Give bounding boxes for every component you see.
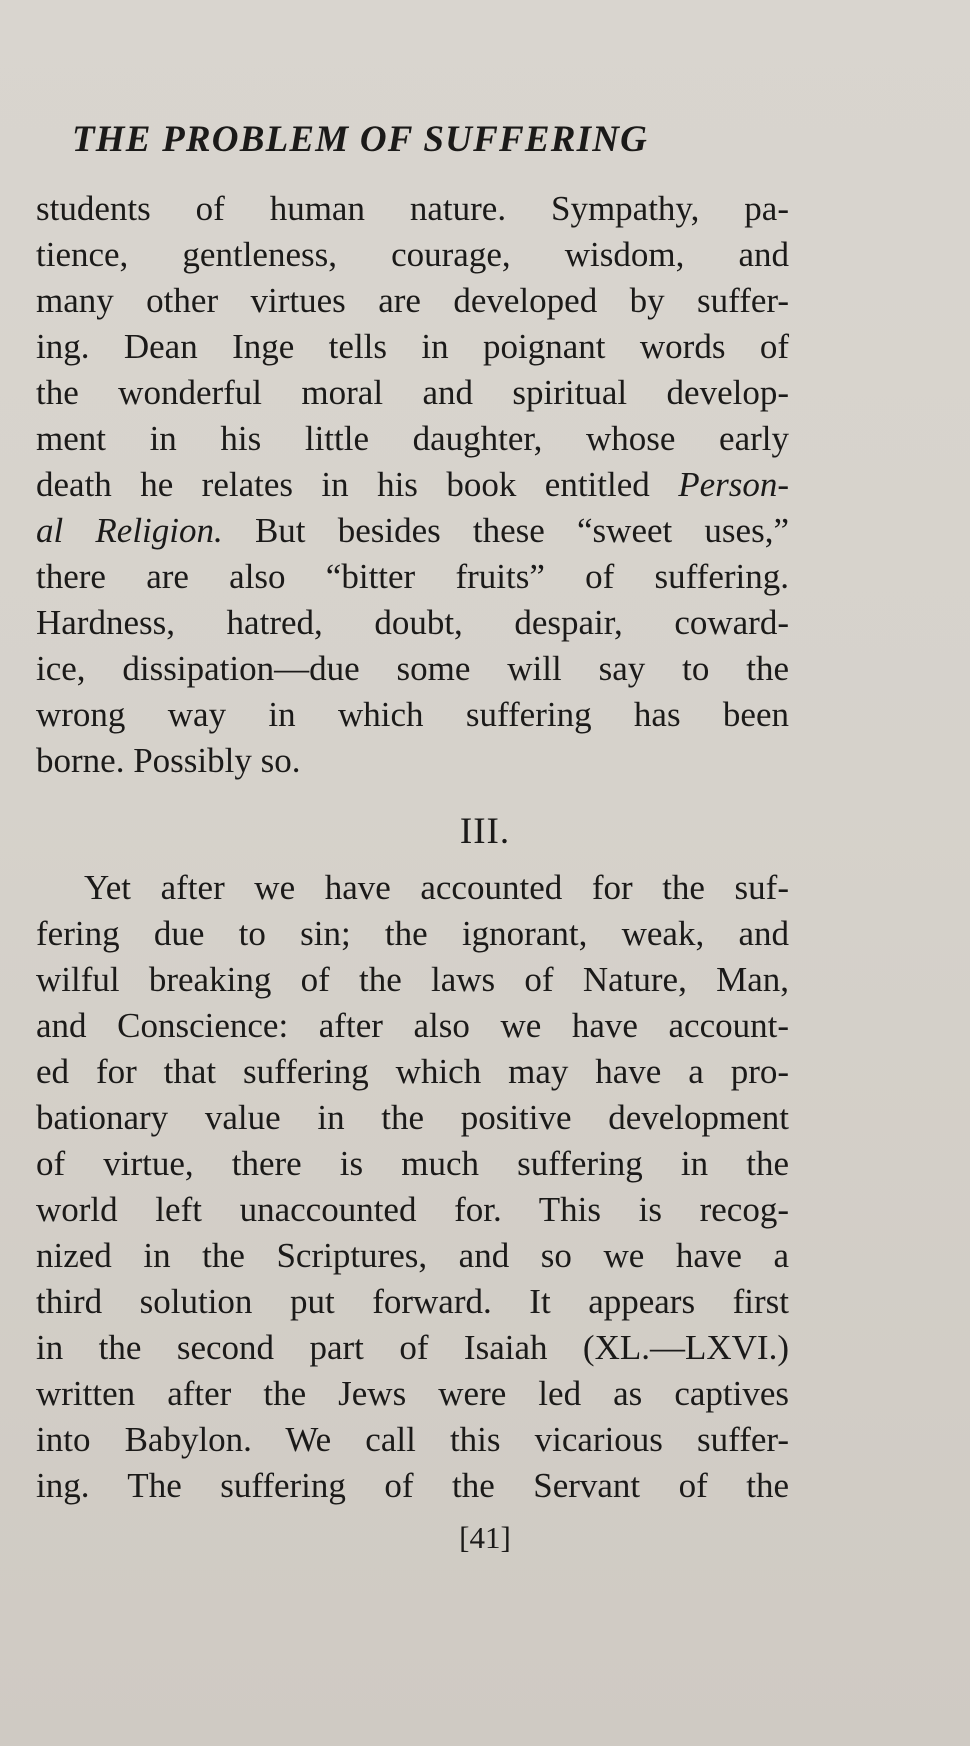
text-line: ing. The suffering of the Servant of the [36,1466,789,1505]
text-line: bationary value in the positive development [36,1098,789,1137]
page-number: [41] [459,1520,511,1555]
running-head: THE PROBLEM OF SUFFERING [72,119,649,160]
text-line: into Babylon. We call this vicarious suffer- [36,1420,789,1459]
text-line: written after the Jews were led as captives [36,1374,789,1413]
text-line: in the second part of Isaiah (XL.—LXVI.) [36,1328,789,1367]
text-line: and Conscience: after also we have account- [36,1006,789,1045]
text-line: tience, gentleness, courage, wisdom, and [36,235,789,274]
text-line: world left unaccounted for. This is recog- [36,1190,789,1229]
text-line: ing. Dean Inge tells in poignant words of [36,327,789,366]
text-line: Yet after we have accounted for the suf- [84,868,789,907]
paragraph-1 [36,186,789,784]
text-line: many other virtues are developed by suffer- [36,281,789,320]
text-line: students of human nature. Sympathy, pa- [36,189,789,228]
text-line-with-title [36,508,789,554]
paragraph-2 [36,865,789,1509]
section-heading: III. [459,811,511,852]
text-line: Hardness, hatred, doubt, despair, coward- [36,603,789,642]
text-segment: But besides these “sweet uses,” [222,511,789,550]
book-title-part: al Religion. [36,511,223,550]
text-line-with-title [36,462,789,508]
text-line: wrong way in which suffering has been [36,695,789,734]
text-line: nized in the Scriptures, and so we have a [36,1236,789,1275]
text-line: wilful breaking of the laws of Nature, Man, [36,960,789,999]
book-title-part: Person- [678,465,789,504]
text-line: fering due to sin; the ignorant, weak, and [36,914,789,953]
text-line: ed for that suffering which may have a pro- [36,1052,789,1091]
text-line: of virtue, there is much suffering in the [36,1144,789,1183]
text-line: third solution put forward. It appears first [36,1282,789,1321]
text-line: ice, dissipation—due some will say to the [36,649,789,688]
text-segment: death he relates in his book entitled [36,465,650,504]
text-line: ment in his little daughter, whose early [36,419,789,458]
text-line: borne. Possibly so. [36,741,301,780]
text-line: the wonderful moral and spiritual develop- [36,373,789,412]
text-line: there are also “bitter fruits” of suffering. [36,557,789,596]
